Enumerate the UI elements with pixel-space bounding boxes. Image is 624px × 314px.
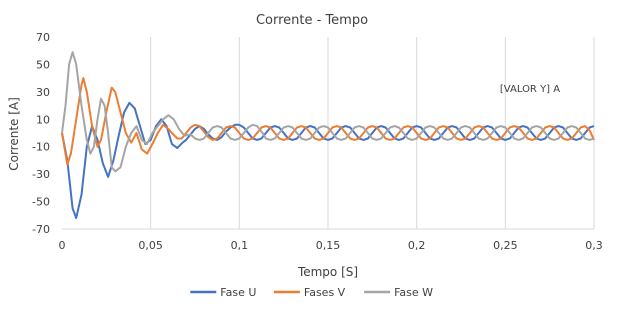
y-tick-label: -50 [32,195,50,209]
y-tick-label: -10 [32,140,50,154]
x-tick-label: 0,25 [493,239,518,252]
x-tick-label: 0 [58,239,66,252]
y-axis-label: Corrente [A] [7,97,21,171]
legend-label-3: Fase W [394,286,434,299]
x-tick-label: 0,3 [585,239,603,252]
y-tick-labels [32,31,50,236]
y-tick-label: 30 [36,85,50,99]
x-tick-label: 0,2 [407,239,426,252]
y-tick-label: 70 [36,31,50,44]
y-tick-label: 50 [36,58,50,72]
y-tick-label: -30 [32,168,50,182]
x-tick-labels [59,239,603,252]
legend-label-1: Fase U [220,286,257,299]
chart-title: Corrente - Tempo [255,13,369,28]
x-tick-label: 0,15 [315,239,341,252]
legend-label-2: Fases V [303,286,346,299]
legend [190,286,433,299]
x-tick-label: 0,05 [138,239,163,252]
y-tick-label: -70 [32,223,50,236]
x-axis-label: Tempo [S] [297,265,359,279]
data-label-annotation: [VALOR Y] A [499,84,561,95]
y-tick-label: 10 [36,113,50,127]
x-tick-label: 0,1 [230,239,249,252]
